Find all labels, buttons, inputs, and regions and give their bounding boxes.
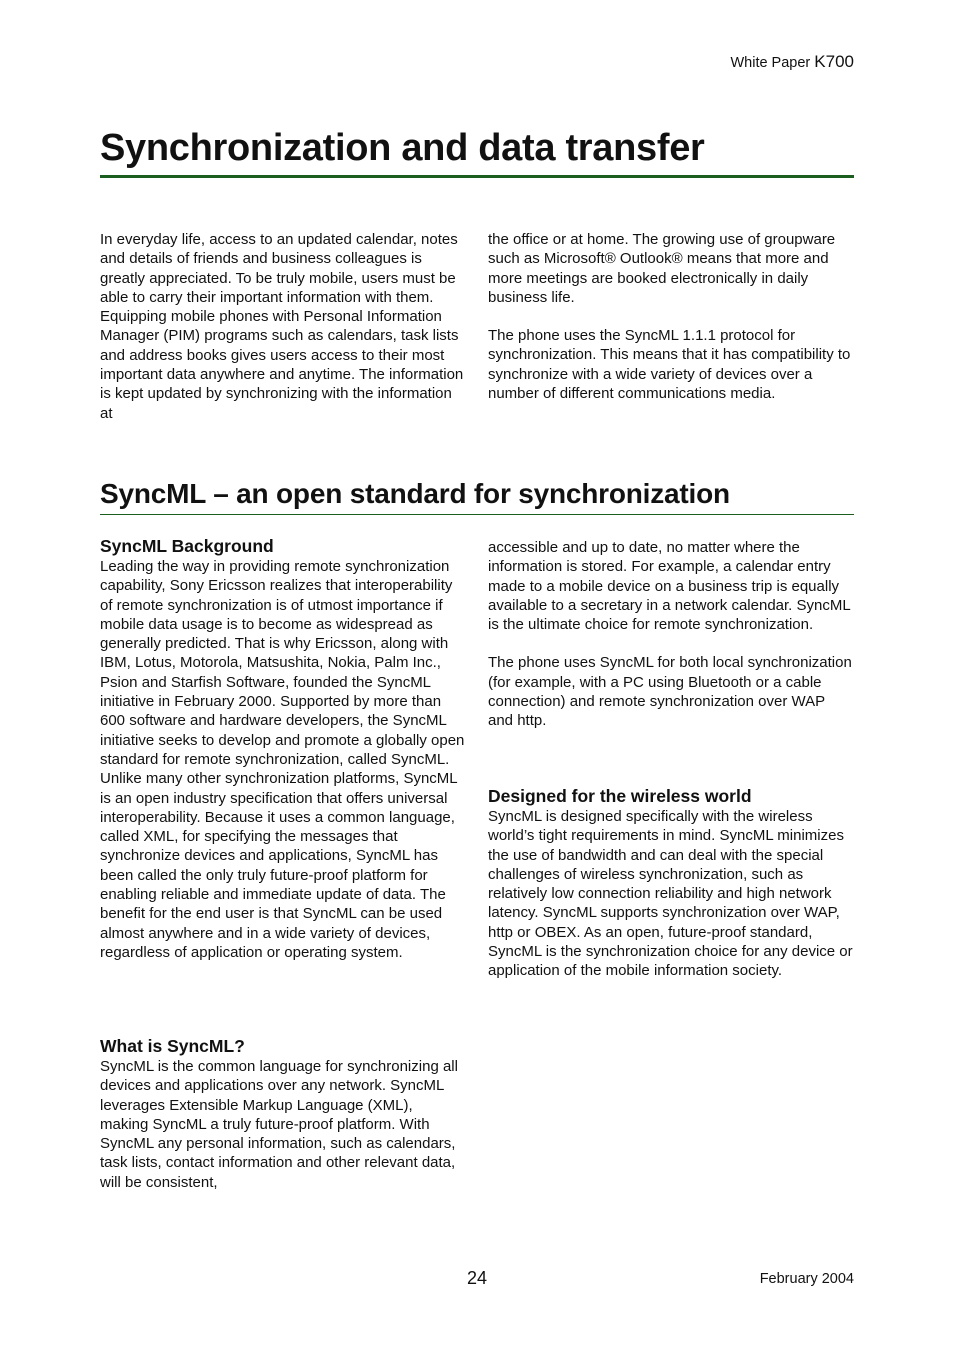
section-rule: [100, 514, 854, 515]
intro-paragraph: In everyday life, access to an updated calendar, notes and details of friends and business colleagues is greatly appreciated. To be truly mobile, users must be able to carry their important information with them. Equipping mobile phones with Personal Information Manager (PIM) programs such as calendars, task lists and address books gives users access to their most important data anywhere and anytime. The information is kept updated by synchronizing with the information at: [100, 231, 464, 422]
continued-text-block: [488, 538, 853, 731]
header-label: White Paper: [730, 55, 811, 71]
header-model: K700: [814, 52, 854, 71]
page-title: Synchronization and data transfer: [100, 127, 705, 169]
subheading: Designed for the wireless world: [488, 786, 752, 806]
intro-paragraph: the office or at home. The growing use of groupware such as Microsoft® Outlook® means that more and more meetings are booked electronically in daily business life.: [488, 231, 836, 306]
what-is-syncml-block: [100, 1036, 465, 1192]
intro-left-column: [100, 230, 465, 423]
body-paragraph: The phone uses SyncML for both local synchronization (for example, with a PC using Bluetooth or a cable connection) and remote synchronization over WAP and http.: [488, 654, 852, 730]
intro-right-column: [488, 230, 853, 403]
intro-paragraph: The phone uses the SyncML 1.1.1 protocol for synchronization. This means that it has compatibility to synchronize with a wide variety of devices over a number of different communications media.: [488, 327, 851, 403]
body-paragraph: accessible and up to date, no matter where the information is stored. For example, a calendar entry made to a mobile device on a business trip is equally available to a secretary in a network calendar. SyncML is the ultimate choice for remote synchronization.: [488, 539, 851, 634]
body-paragraph: SyncML is designed specifically with the wireless world’s tight requirements in mind. SyncML minimizes the use of bandwidth and can deal with the special challenges of wireless synchronization, such as relatively low connection reliability and high network latency. SyncML supports synchronization over WAP, http or OBEX. As an open, future-proof standard, SyncML is the synchronization choice for any device or application of the mobile information society.: [488, 808, 853, 980]
section-heading: SyncML – an open standard for synchronization: [100, 478, 730, 509]
wireless-world-block: [488, 786, 853, 981]
subheading: SyncML Background: [100, 536, 274, 556]
body-paragraph: Leading the way in providing remote synchronization capability, Sony Ericsson realizes that interoperability of remote synchronization is of utmost importance if mobile data usage is to become as widespread as generally predicted. That is why Ericsson, along with IBM, Lotus, Motorola, Matsushita, Nokia, Palm Inc., Psion and Starfish Software, founded the SyncML initiative in February 2000. Supported by more than 600 software and hardware developers, the SyncML initiative seeks to develop and promote a globally open standard for remote synchronization, called SyncML. Unlike many other synchronization platforms, SyncML is an open industry specification that offers universal interoperability. Because it uses a common language, called XML, for specifying the messages that synchronize devices and applications, SyncML has been called the only truly future-proof platform for enabling reliable and immediate update of data. The benefit for the end user is that SyncML can be used almost anywhere and in a wide variety of devices, regardless of application or operating system.: [100, 558, 465, 961]
body-paragraph: SyncML is the common language for synchronizing all devices and applications over any network. SyncML leverages Extensible Markup Language (XML), making SyncML a truly future-proof platform. With SyncML any personal information, such as calendars, task lists, contact information and other relevant data, will be consistent,: [100, 1058, 458, 1191]
page-header: [730, 52, 854, 72]
page-number: 24: [466, 1268, 488, 1288]
subheading: What is SyncML?: [100, 1036, 245, 1056]
footer-date: February 2004: [759, 1271, 854, 1287]
title-rule: [100, 175, 854, 178]
syncml-background-block: [100, 536, 465, 962]
